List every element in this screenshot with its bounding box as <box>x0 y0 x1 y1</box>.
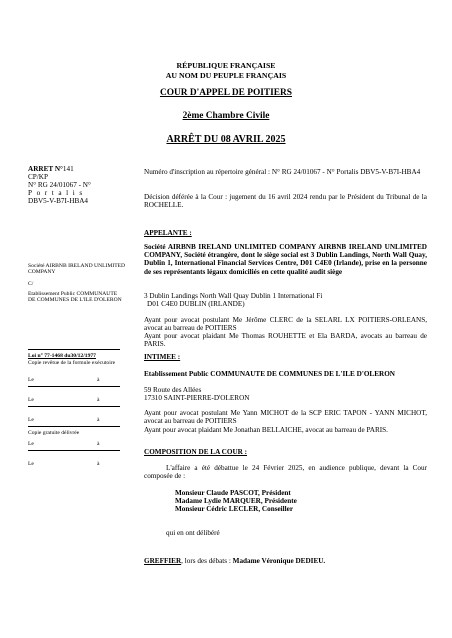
composition-heading: COMPOSITION DE LA COUR : <box>144 448 248 456</box>
header-decision: ARRÊT DU 08 AVRIL 2025 <box>166 134 286 145</box>
decision-deferee: Décision déférée à la Cour : jugement du 16 avril 2024 rendu par le Président du Tribunal de la ROCHELLE. <box>144 193 427 210</box>
intime-avocat-plaidant: Ayant pour avocat plaidant Me Jonathan BELLAICHE, avocat au barreau de PARIS. <box>144 426 388 434</box>
left-rg-line2: Portalis <box>28 189 87 197</box>
appelante-identity: Société AIRBNB IRELAND UNLIMITED COMPANY AIRBNB IRELAND UNLIMITED COMPANY, Société étrangère, dont le siège social est 3 Dublin Landings, North Wall Quay, Dublin 1, International Financial Services Centre, D01 C4E0 (Irlande), prise en la personne de ses représentants légaux domiciliés en cette qualité audit siège <box>144 243 427 276</box>
left-le-4: Le <box>28 441 34 447</box>
appelante-avocat-plaidant: Ayant pour avocat plaidant Me Thomas ROUHETTE et Ela BARDA, avocats au barreau de PARIS. <box>144 332 427 349</box>
left-le-3: Le <box>28 417 34 423</box>
left-loi: Loi n° 77-1468 du30/12/1977 <box>28 353 96 359</box>
intime-heading: INTIMEE : <box>144 353 181 361</box>
court-member-3: Monsieur Cédric LECLER, Conseiller <box>175 505 294 513</box>
left-a-3: à <box>97 417 100 423</box>
header-chamber: 2ème Chambre Civile <box>182 111 270 121</box>
left-copie-executoire: Copie revêtue de la formule exécutoire <box>28 360 116 366</box>
court-member-2: Madame Lydie MARQUER, Présidente <box>175 497 297 505</box>
greffier-line <box>144 557 427 565</box>
greffier-text: , lors des débats : <box>181 557 233 565</box>
appelante-avocat-postulant: Ayant pour avocat postulant Me Jérôme CLERC de la SELARL LX POITIERS-ORLEANS, avocat au barreau de POITIERS <box>144 316 427 333</box>
left-copie-gratuite: Copie gratuite délivrée <box>28 430 80 436</box>
intime-address-2: 17310 SAINT-PIERRE-D'OLERON <box>144 394 250 402</box>
court-member-1: Monsieur Claude PASCOT, Président <box>175 489 291 497</box>
left-versus: C/ <box>28 281 34 287</box>
left-arret <box>28 165 124 173</box>
header-people: AU NOM DU PEUPLE FRANÇAIS <box>165 71 287 80</box>
arret-label: ARRET N° <box>28 165 63 173</box>
appelante-address-2: D01 C4E0 DUBLIN (IRLANDE) <box>147 300 245 308</box>
divider-1 <box>28 386 120 387</box>
left-rg-line3: DBV5-V-B7I-HBA4 <box>28 197 89 205</box>
intime-identity: Etablissement Public COMMUNAUTE DE COMMUNES DE L'ILE D'OLERON <box>144 370 395 378</box>
left-rg-line1: N° RG 24/01067 - N° <box>28 181 91 189</box>
inscription-number: Numéro d'inscription au répertoire général : N° RG 24/01067 - N° Portalis DBV5-V-B7I-HBA4 <box>144 168 421 176</box>
arret-number: 141 <box>62 165 74 173</box>
divider-4 <box>28 450 120 451</box>
greffier-name: Madame Véronique DEDIEU. <box>232 557 326 565</box>
delibere: qui en ont délibéré <box>166 529 220 537</box>
divider-3 <box>28 426 120 427</box>
divider-loi-top <box>28 349 120 350</box>
composition-text: L'affaire a été débattue le 24 Février 2025, en audience publique, devant la Cour composée de : <box>144 464 427 481</box>
left-a-2: à <box>97 397 100 403</box>
intime-avocat-postulant: Ayant pour avocat postulant Me Yann MICHOT de la SCP ERIC TAPON - YANN MICHOT, avocat au barreau de POITIERS <box>144 409 427 426</box>
appelante-heading: APPELANTE : <box>144 229 192 237</box>
left-intime-name: Etablissement Public COMMUNAUTE DE COMMUNES DE L'ILE D'OLERON <box>28 291 122 304</box>
intime-address-1: 59 Route des Allées <box>144 386 202 394</box>
header-republic: RÉPUBLIQUE FRANÇAISE <box>176 61 276 70</box>
left-a-5: à <box>97 461 100 467</box>
divider-2 <box>28 406 120 407</box>
left-a-1: à <box>97 377 100 383</box>
left-le-2: Le <box>28 397 34 403</box>
left-a-4: à <box>97 441 100 447</box>
greffier-label: GREFFIER <box>144 557 182 565</box>
left-cp: CP/KP <box>28 173 48 181</box>
left-le-5: Le <box>28 461 34 467</box>
appelante-address-1: 3 Dublin Landings North Wall Quay Dublin 1 International Fi <box>144 292 323 300</box>
left-le-1: Le <box>28 377 34 383</box>
left-appelante-name: Société AIRBNB IRELAND UNLIMITED COMPANY <box>28 263 126 276</box>
header-court: COUR D'APPEL DE POITIERS <box>159 88 293 98</box>
